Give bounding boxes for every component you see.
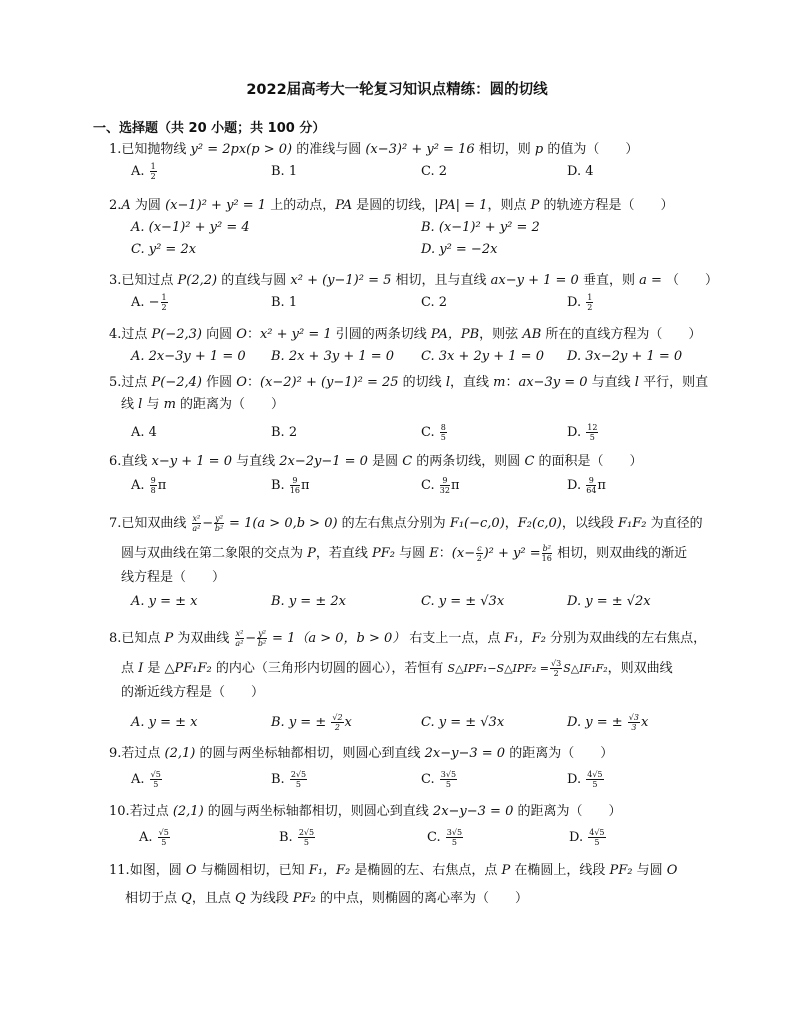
option-d[interactable]: D. $\frac{4√5}{5}$ [567, 770, 603, 789]
question-8-stem-line3: 的渐近线方程是（ ） [121, 685, 265, 700]
question-5-stem-line2: 线 l 与 m 的距离为（ ） [121, 397, 285, 412]
option-b[interactable]: B. 1 [271, 295, 298, 310]
option-a[interactable]: A. $\frac{√5}{5}$ [139, 828, 169, 847]
option-d[interactable]: D. y = ± √2x [567, 594, 651, 609]
option-a[interactable]: A. 2x−3y + 1 = 0 [131, 349, 246, 364]
option-d[interactable]: D. y = ± $\frac{√3}{3}$ x [567, 713, 649, 732]
option-b[interactable]: B. 2 [271, 425, 298, 440]
question-7-stem-line2: 圆与双曲线在第二象限的交点为 P，若直线 PF₂ 与圆 E：(x− $\frac{c}{2}$ )² + y² = $\frac{\text{b²}}{16}$ 相切，则双曲线的渐近 [121, 544, 688, 563]
option-a[interactable]: A. $\frac{9}{8}$ π [131, 476, 167, 495]
option-c[interactable]: C. y = ± √3x [421, 594, 505, 609]
option-c[interactable]: C. y² = 2x [131, 242, 197, 257]
question-4-options [109, 346, 709, 368]
option-b[interactable]: B. $\frac{2√5}{5}$ [271, 770, 307, 789]
section-heading: 一、选择题（共 20 小题；共 100 分） [93, 121, 326, 136]
option-c[interactable]: C. 2 [421, 295, 448, 310]
question-6-stem: 6.直线 x−y + 1 = 0 与直线 2x−2y−1 = 0 是圆 C 的两条切线，则圆 C 的面积是（ ） [109, 454, 643, 469]
option-b[interactable]: B. 1 [271, 164, 298, 179]
question-8-stem: 8.已知点 P 为双曲线 $\frac{\text{x²}}{\text{a²}}$ − $\frac{\text{y²}}{\text{b²}}$ = 1（a > 0，b > 0） 右支上一点，点 F₁，F₂ 分别为双曲线的左右焦点， [109, 629, 707, 648]
option-a[interactable]: A. 4 [131, 425, 157, 440]
question-2 [109, 195, 709, 261]
question-8-options [109, 711, 709, 733]
question-11-stem-line2: 相切于点 Q，且点 Q 为线段 PF₂ 的中点，则椭圆的离心率为（ ） [125, 891, 529, 906]
question-7 [109, 512, 709, 612]
question-4-stem: 4.过点 P(−2,3) 向圆 O：x² + y² = 1 引圆的两条切线 PA，PB，则弦 AB 所在的直线方程为（ ） [109, 327, 702, 342]
option-a[interactable]: A. $\frac{1}{2}$ [131, 162, 156, 181]
option-c[interactable]: C. $\frac{3√5}{5}$ [421, 770, 457, 789]
option-a[interactable]: A. − $\frac{1}{2}$ [131, 293, 167, 312]
question-5 [109, 372, 709, 444]
question-2-stem: 2.A 为圆 (x−1)² + y² = 1 上的动点，PA 是圆的切线，|PA| = 1，则点 P 的轨迹方程是（ ） [109, 198, 674, 213]
question-1-options [109, 161, 709, 183]
question-5-options [109, 422, 709, 444]
option-d[interactable]: D. 3x−2y + 1 = 0 [567, 349, 683, 364]
option-d[interactable]: D. $\frac{12}{5}$ [567, 423, 598, 442]
option-d[interactable]: D. $\frac{1}{2}$ [567, 293, 593, 312]
page-title: 2022届高考大一轮复习知识点精练：圆的切线 [246, 82, 548, 98]
question-1 [109, 139, 709, 183]
question-10-stem: 10.若过点 (2,1) 的圆与两坐标轴都相切，则圆心到直线 2x−y−3 = 0 的距离为（ ） [109, 804, 622, 819]
question-8 [109, 627, 709, 733]
option-c[interactable]: C. 3x + 2y + 1 = 0 [421, 349, 544, 364]
question-11 [109, 860, 729, 910]
question-3-options [109, 292, 709, 314]
option-a[interactable]: A. y = ± x [131, 715, 198, 730]
option-c[interactable]: C. y = ± √3x [421, 715, 505, 730]
option-b[interactable]: B. (x−1)² + y² = 2 [421, 220, 540, 235]
question-7-stem: 7.已知双曲线 $\frac{\text{x²}}{\text{a²}}$ − $\frac{\text{y²}}{\text{b²}}$ = 1(a > 0,b > 0) 的左右焦点分别为 F₁(−c,0)，F₂(c,0)，以线段 F₁F₂ 为直径的 [109, 514, 703, 533]
option-b[interactable]: B. $\frac{9}{16}$ π [271, 476, 310, 495]
question-1-stem: 1.已知抛物线 y² = 2px(p > 0) 的准线与圆 (x−3)² + y² = 16 相切，则 p 的值为（ ） [109, 142, 639, 157]
question-3 [109, 270, 719, 314]
question-7-options [109, 590, 709, 612]
option-d[interactable]: D. 4 [567, 164, 594, 179]
option-b[interactable]: B. 2x + 3y + 1 = 0 [271, 349, 395, 364]
option-b[interactable]: B. y = ± $\frac{√2}{2}$ x [271, 713, 352, 732]
question-6-options [109, 475, 709, 497]
option-a[interactable]: A. y = ± x [131, 594, 198, 609]
question-9 [109, 743, 709, 791]
question-4 [109, 324, 709, 368]
question-9-options [109, 769, 709, 791]
question-2-options-row1 [109, 217, 709, 239]
option-d[interactable]: D. y² = −2x [421, 242, 498, 257]
question-2-options-row2 [109, 239, 709, 261]
question-8-stem-line2: 点 I 是 △PF₁F₂ 的内心（三角形内切圆的圆心），若恒有 S△IPF₁−S△IPF₂ = $\frac{√3}{2}$ S△IF₁F₂，则双曲线 [121, 659, 673, 678]
option-a[interactable]: A. $\frac{√5}{5}$ [131, 770, 161, 789]
question-5-stem: 5.过点 P(−2,4) 作圆 O：(x−2)² + (y−1)² = 25 的切线 l，直线 m：ax−3y = 0 与直线 l 平行，则直 [109, 375, 709, 390]
option-b[interactable]: B. y = ± 2x [271, 594, 346, 609]
option-d[interactable]: D. $\frac{4√5}{5}$ [569, 828, 605, 847]
question-3-stem: 3.已知过点 P(2,2) 的直线与圆 x² + (y−1)² = 5 相切，且与直线 ax−y + 1 = 0 垂直，则 a = （ ） [109, 273, 719, 288]
question-10-options [109, 827, 709, 849]
question-9-stem: 9.若过点 (2,1) 的圆与两坐标轴都相切，则圆心到直线 2x−y−3 = 0 的距离为（ ） [109, 746, 614, 761]
question-6 [109, 451, 709, 497]
option-d[interactable]: D. $\frac{9}{64}$ π [567, 476, 606, 495]
option-c[interactable]: C. $\frac{8}{5}$ [421, 423, 446, 442]
question-10 [109, 801, 709, 849]
question-7-stem-line3: 线方程是（ ） [121, 570, 226, 585]
option-c[interactable]: C. 2 [421, 164, 448, 179]
option-b[interactable]: B. $\frac{2√5}{5}$ [279, 828, 315, 847]
option-a[interactable]: A. (x−1)² + y² = 4 [131, 220, 250, 235]
option-c[interactable]: C. $\frac{9}{32}$ π [421, 476, 460, 495]
option-c[interactable]: C. $\frac{3√5}{5}$ [427, 828, 463, 847]
question-11-stem: 11.如图，圆 O 与椭圆相切，已知 F₁，F₂ 是椭圆的左、右焦点，点 P 在椭圆上，线段 PF₂ 与圆 O [109, 863, 678, 878]
